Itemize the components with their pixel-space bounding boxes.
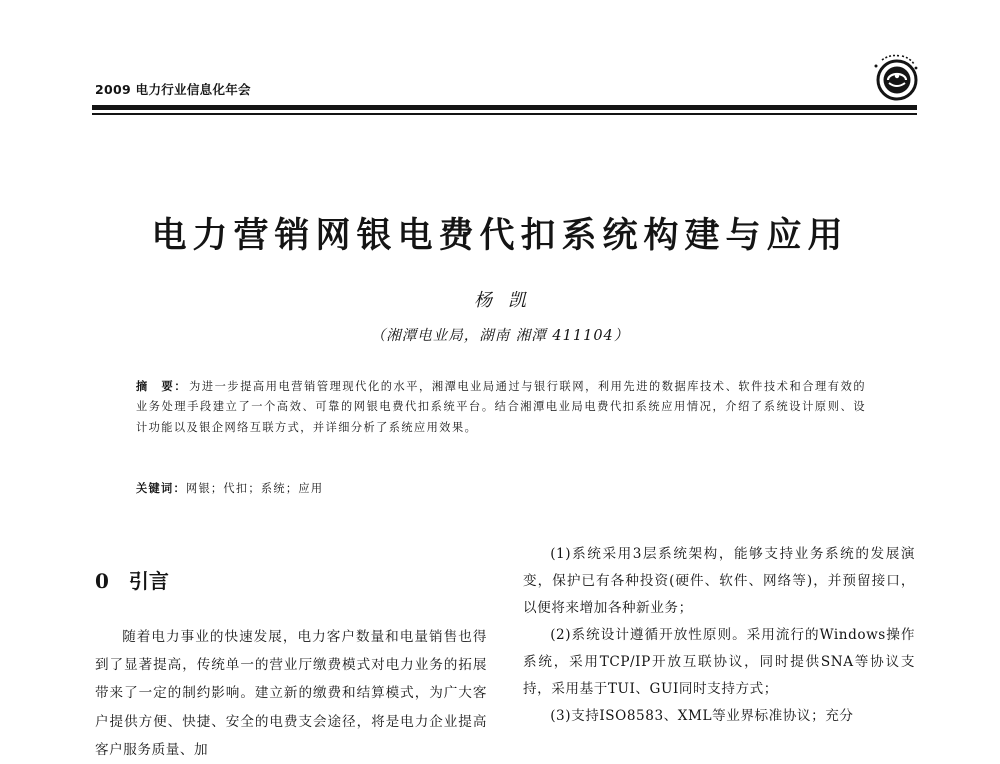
conference-header: 2009 电力行业信息化年会 xyxy=(95,82,251,97)
keywords-text: 网银；代扣；系统；应用 xyxy=(185,482,324,495)
section-number: 0 xyxy=(95,569,109,593)
abstract-label: 摘 要： xyxy=(136,380,188,393)
paper-title: 电力营销网银电费代扣系统构建与应用 xyxy=(151,215,849,256)
keywords-block xyxy=(136,480,866,496)
conference-seal-logo-icon xyxy=(868,52,922,102)
abstract-text: 为进一步提高用电营销管理现代化的水平，湘潭电业局通过与银行联网，利用先进的数据库技术、软件技术和合理有效的业务处理手段建立了一个高效、可靠的网银电费代扣系统平台。结合湘潭电业局电费代扣系统应用情况，介绍了系统设计原则、设计功能以及银企网络互联方式，并详细分析了系统应用效果。 xyxy=(136,380,866,434)
body-paragraph: (1)系统采用3层系统架构，能够支持业务系统的发展演变，保护已有各种投资(硬件、软件、网络等)，并预留接口，以便将来增加各种新业务； xyxy=(523,546,915,616)
section-title: 引言 xyxy=(128,569,169,593)
keywords-label: 关键词： xyxy=(136,482,186,495)
body-paragraph: (3)支持ISO8583、XML等业界标准协议；充分 xyxy=(550,708,854,724)
body-right-column xyxy=(523,541,915,730)
abstract-block xyxy=(136,377,866,438)
paper-author: 杨凯 xyxy=(474,290,542,311)
header-rule-thin xyxy=(92,113,917,115)
header-rule-thick xyxy=(92,105,917,110)
section-heading xyxy=(95,565,169,594)
body-left-column xyxy=(95,623,487,764)
paper-affiliation: （湘潭电业局，湖南 湘潭 411104） xyxy=(370,328,630,344)
body-paragraph: 随着电力事业的快速发展，电力客户数量和电量销售也得到了显著提高，传统单一的营业厅缴费模式对电力业务的拓展带来了一定的制约影响。建立新的缴费和结算模式，为广大客户提供方便、快捷、安全的电费支会途径，将是电力企业提高客户服务质量、加 xyxy=(95,629,487,758)
body-paragraph: (2)系统设计遵循开放性原则。采用流行的Windows操作系统，采用TCP/IP开放互联协议，同时提供SNA等协议支持，采用基于TUI、GUI同时支持方式； xyxy=(523,627,915,697)
